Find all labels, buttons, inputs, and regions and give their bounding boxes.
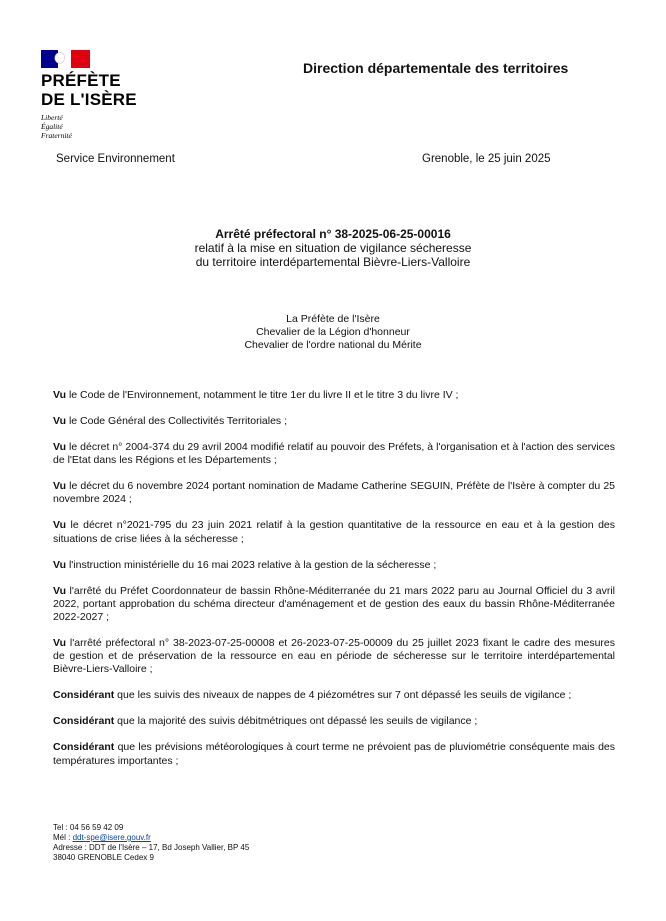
- considerant-paragraph: [53, 689, 615, 702]
- paragraph-text: que les suivis des niveaux de nappes de 4 piézométres sur 7 ont dépassé les seuils de vigilance ;: [114, 689, 572, 702]
- footer-email-label: Mél :: [53, 833, 73, 842]
- paragraph-lead: Vu: [53, 480, 67, 493]
- footer-address: Adresse : DDT de l'Isère – 17, Bd Joseph Vallier, BP 45: [53, 843, 250, 852]
- decree-body: [53, 389, 615, 781]
- paragraph-text: le décret n°2021-795 du 23 juin 2021 relatif à la gestion quantitative de la ressource en eau et à la gestion des situations de crise liées à la sécheresse ;: [53, 519, 615, 545]
- paragraph-lead: Vu: [53, 415, 67, 427]
- decree-number: Arrêté préfectoral n° 38-2025-06-25-00016: [215, 227, 451, 241]
- footer-phone: Tel : 04 56 59 42 09: [53, 823, 124, 832]
- paragraph-text: le décret du 6 novembre 2024 portant nomination de Madame Catherine SEGUIN, Préfète de l'Isère à compter du 25 novembre 2024 ;: [53, 480, 615, 506]
- paragraph-text: l'instruction ministérielle du 16 mai 2023 relative à la gestion de la sécheresse ;: [66, 558, 437, 571]
- visa-paragraph: [53, 519, 615, 545]
- logo-title: [41, 71, 137, 109]
- visa-paragraph: [53, 441, 615, 467]
- paragraph-lead: Vu: [53, 441, 67, 453]
- service-name: Service Environnement: [56, 153, 175, 165]
- visa-paragraph: [53, 415, 615, 428]
- visa-paragraph: [53, 559, 615, 572]
- direction-heading: Direction départementale des territoires: [303, 60, 569, 76]
- logo-title-line1: PRÉFÈTE: [41, 71, 121, 90]
- prefet-honor-1: Chevalier de la Légion d'honneur: [256, 326, 410, 338]
- paragraph-text: le Code Général des Collectivités Territoriales ;: [66, 415, 288, 427]
- paragraph-text: l'arrêté du Préfet Coordonnateur de bassin Rhône-Méditerranée du 21 mars 2022 paru au Journal Officiel du 3 avril 2022, portant approbation du schéma directeur d'aménagement et de gestion des eaux du bassin Rhône-Méditerranée 2022-2027 ;: [53, 584, 615, 624]
- considerant-paragraph: [53, 715, 615, 728]
- prefet-name: La Préfète de l'Isère: [286, 313, 380, 325]
- visa-paragraph: [53, 585, 615, 625]
- marianne-flag-icon: [41, 50, 90, 68]
- considerant-paragraph: [53, 741, 615, 767]
- paragraph-text: que la majorité des suivis débitmétriques ont dépassé les seuils de vigilance ;: [114, 715, 478, 728]
- visa-paragraph: [53, 637, 615, 677]
- paragraph-text: que les prévisions météorologiques à court terme ne prévoient pas de pluviométrie conséquente mais des températures importantes ;: [53, 741, 615, 767]
- paragraph-lead: Vu: [53, 519, 67, 532]
- logo-title-line2: DE L'ISÈRE: [41, 90, 137, 109]
- paragraph-lead: Considérant: [53, 689, 115, 702]
- paragraph-text: l'arrêté préfectoral n° 38-2023-07-25-00008 et 26-2023-07-25-00009 du 25 juillet 2023 fixant le cadre des mesures de gestion et de préservation de la ressource en eau en période de sécheresse sur le territoire interdépartemental Bièvre-Liers-Valloire ;: [53, 637, 615, 676]
- paragraph-lead: Considérant: [53, 715, 115, 728]
- paragraph-text: le décret n° 2004-374 du 29 avril 2004 modifié relatif au pouvoir des Préfets, à l'organisation et à l'action des services de l'Etat dans les Régions et les Départements ;: [53, 441, 615, 467]
- prefet-honor-2: Chevalier de l'ordre national du Mérite: [244, 339, 422, 351]
- visa-paragraph: [53, 480, 615, 506]
- document-date: Grenoble, le 25 juin 2025: [422, 153, 551, 165]
- paragraph-lead: Considérant: [53, 741, 115, 754]
- footer-email-line: [53, 833, 249, 843]
- footer-city: 38040 GRENOBLE Cedex 9: [53, 853, 154, 862]
- visa-paragraph: [53, 389, 615, 402]
- paragraph-lead: Vu: [53, 389, 67, 401]
- paragraph-lead: Vu: [53, 584, 67, 597]
- motto-fraternite: Fraternité: [41, 131, 72, 140]
- motto-liberte: Liberté: [41, 113, 63, 122]
- decree-subject-line2: du territoire interdépartemental Bièvre-Liers-Valloire: [195, 255, 471, 269]
- republic-motto: [41, 113, 137, 140]
- prefet-titles: [0, 313, 666, 352]
- footer-email-link[interactable]: ddt-spe@isere.gouv.fr: [72, 833, 151, 842]
- decree-subject-line1: relatif à la mise en situation de vigilance sécheresse: [194, 241, 472, 255]
- contact-footer: [53, 823, 249, 863]
- motto-egalite: Égalité: [41, 122, 63, 131]
- paragraph-text: le Code de l'Environnement, notamment le titre 1er du livre II et le titre 3 du livre IV ;: [66, 389, 459, 401]
- decree-title: [0, 227, 666, 269]
- prefecture-logo: [41, 50, 137, 140]
- paragraph-lead: Vu: [53, 558, 67, 571]
- paragraph-lead: Vu: [53, 637, 67, 650]
